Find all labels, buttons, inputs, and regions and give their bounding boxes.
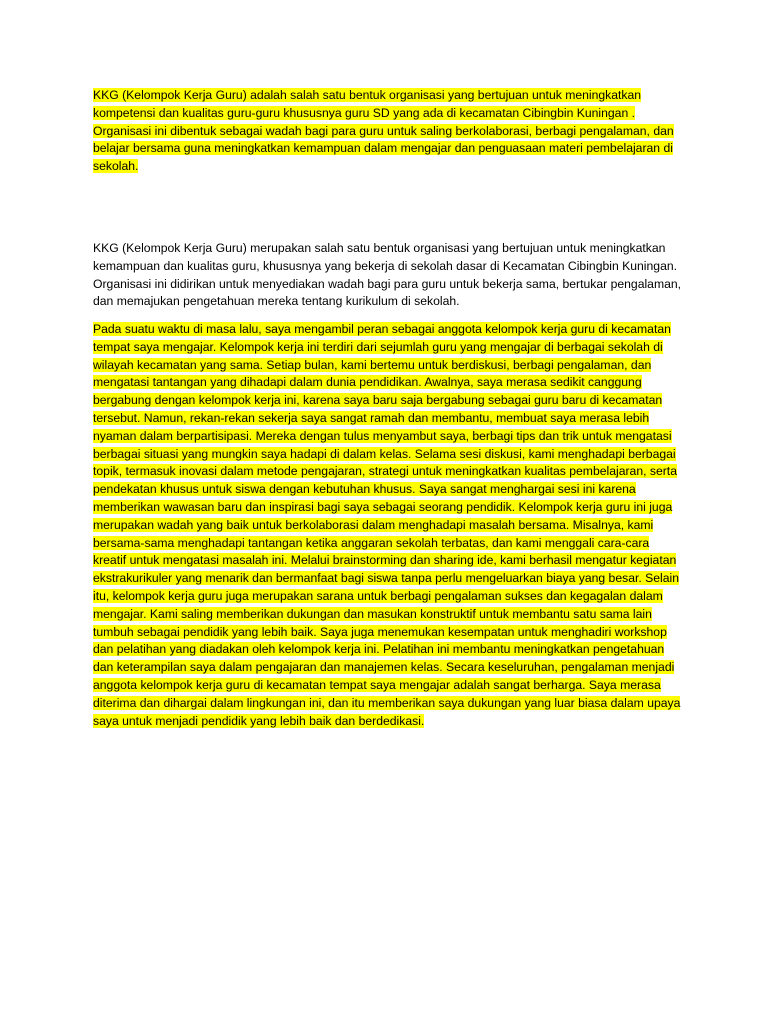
paragraph-text: KKG (Kelompok Kerja Guru) merupakan salah satu bentuk organisasi yang bertujuan untuk meningkatkan kemampuan dan kualitas guru, khususnya yang bekerja di sekolah dasar di Kecamatan Cibingbin Kuningan. Organisasi ini didirikan untuk menyediakan wadah bagi para guru untuk bekerja sama, bertukar pengalaman, dan memajukan pengetahuan mereka tentang kurikulum di sekolah. xyxy=(93,241,682,309)
paragraph-personal-experience xyxy=(93,321,683,730)
paragraph-kkg-description xyxy=(93,240,683,311)
paragraph-text: KKG (Kelompok Kerja Guru) adalah salah satu bentuk organisasi yang bertujuan untuk meningkatkan kompetensi dan kualitas guru-guru khususnya guru SD yang ada di kecamatan Cibingbin Kuningan . Organisasi ini dibentuk sebagai wadah bagi para guru untuk saling berkolaborasi, berbagi pengalaman, dan belajar bersama guna meningkatkan kemampuan dalam mengajar dan penguasaan materi pembelajaran di sekolah. xyxy=(93,88,674,174)
paragraph-kkg-definition xyxy=(93,87,683,176)
paragraph-text: Pada suatu waktu di masa lalu, saya mengambil peran sebagai anggota kelompok kerja guru di kecamatan tempat saya mengajar. Kelompok kerja ini terdiri dari sejumlah guru yang mengajar di berbagai sekolah di wilayah kecamatan yang sama. Setiap bulan, kami bertemu untuk berdiskusi, berbagi pengalaman, dan mengatasi tantangan yang dihadapi dalam dunia pendidikan. Awalnya, saya merasa sedikit canggung bergabung dengan kelompok kerja ini, karena saya baru saja bergabung sebagai guru baru di kecamatan tersebut. Namun, rekan-rekan sekerja saya sangat ramah dan membantu, membuat saya merasa lebih nyaman dalam berpartisipasi. Mereka dengan tulus menyambut saya, berbagi tips dan trik untuk mengatasi berbagai situasi yang mungkin saya hadapi di dalam kelas. Selama sesi diskusi, kami menghadapi berbagai topik, termasuk inovasi dalam metode pengajaran, strategi untuk meningkatkan kualitas pembelajaran, serta pendekatan khusus untuk siswa dengan kebutuhan khusus. Saya sangat menghargai sesi ini karena memberikan wawasan baru dan inspirasi bagi saya sebagai seorang pendidik. Kelompok kerja guru ini juga merupakan wadah yang baik untuk berkolaborasi dalam menghadapi masalah bersama. Misalnya, kami bersama-sama menghadapi tantangan ketika anggaran sekolah terbatas, dan kami menggali cara-cara kreatif untuk mengatasi masalah ini. Melalui brainstorming dan sharing ide, kami berhasil mengatur kegiatan ekstrakurikuler yang menarik dan bermanfaat bagi siswa tanpa perlu mengeluarkan biaya yang besar. Selain itu, kelompok kerja guru juga merupakan sarana untuk berbagi pengalaman sukses dan kegagalan dalam mengajar. Kami saling memberikan dukungan dan masukan konstruktif untuk membantu satu sama lain tumbuh sebagai pendidik yang lebih baik. Saya juga menemukan kesempatan untuk menghadiri workshop dan pelatihan yang diadakan oleh kelompok kerja ini. Pelatihan ini membantu meningkatkan pengetahuan dan keterampilan saya dalam pengajaran dan manajemen kelas. Secara keseluruhan, pengalaman menjadi anggota kelompok kerja guru di kecamatan tempat saya mengajar adalah sangat berharga. Saya merasa diterima dan dihargai dalam lingkungan ini, dan itu memberikan saya dukungan yang luar biasa dalam upaya saya untuk menjadi pendidik yang lebih baik dan berdedikasi. xyxy=(93,322,681,728)
